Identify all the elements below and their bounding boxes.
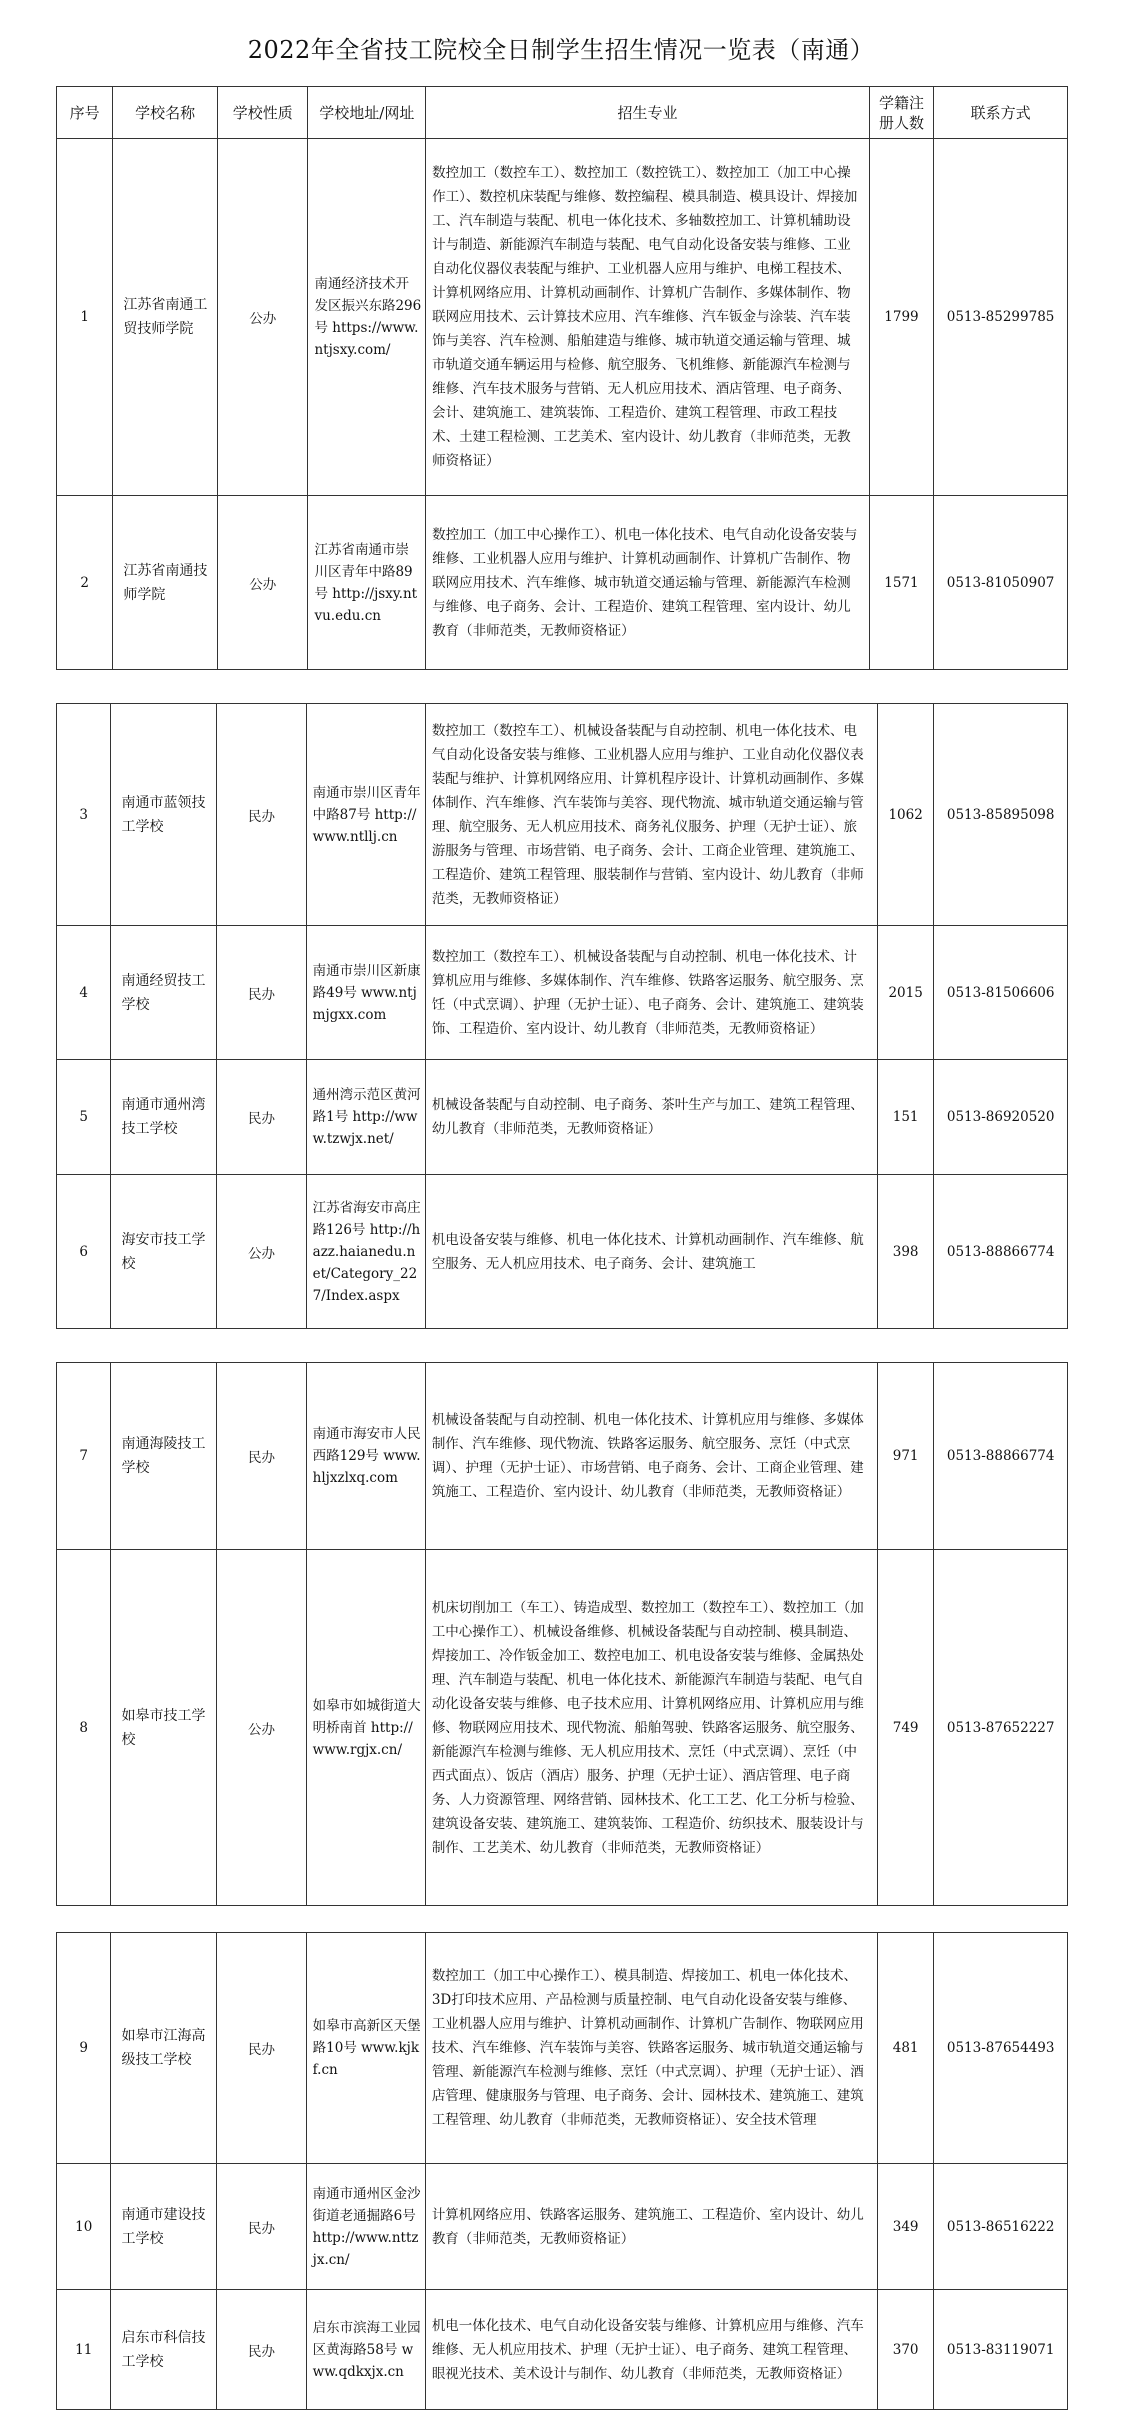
school-name: 南通经贸技工学校 <box>111 926 217 1060</box>
row-no: 10 <box>57 2164 111 2290</box>
contact-phone: 0513-86920520 <box>934 1060 1068 1175</box>
school-nature: 民办 <box>217 2164 306 2290</box>
header-address: 学校地址/网址 <box>308 87 426 139</box>
school-majors: 数控加工（加工中心操作工）、模具制造、焊接加工、机电一体化技术、3D打印技术应用、产品检测与质量控制、电气自动化设备安装与维修、工业机器人应用与维护、计算机动画制作、计算机广告制作、物联网应用技术、汽车维修、汽车装饰与美容、铁路客运服务、城市轨道交通运输与管理、新能源汽车检测与维修、烹饪（中式烹调）、护理（无护士证）、酒店管理、健康服务与管理、电子商务、会计、园林技术、建筑施工、建筑工程管理、幼儿教育（非师范类，无教师资格证）、安全技术管理 <box>425 1933 877 2164</box>
school-name: 江苏省南通工贸技师学院 <box>113 139 218 496</box>
contact-phone: 0513-81050907 <box>934 496 1068 670</box>
table-header-row <box>57 87 1068 139</box>
row-no: 6 <box>57 1175 111 1329</box>
admissions-table-part-2 <box>56 703 1068 1329</box>
contact-phone: 0513-86516222 <box>934 2164 1068 2290</box>
row-no: 4 <box>57 926 111 1060</box>
school-name: 如皋市技工学校 <box>111 1550 217 1906</box>
header-no: 序号 <box>57 87 113 139</box>
school-address: 通州湾示范区黄河路1号 http://www.tzwjx.net/ <box>306 1060 425 1175</box>
school-nature: 民办 <box>217 926 306 1060</box>
school-address: 江苏省南通市崇川区青年中路89号 http://jsxy.ntvu.edu.cn <box>308 496 426 670</box>
enrollment-count: 370 <box>877 2290 934 2410</box>
enrollment-count: 398 <box>877 1175 934 1329</box>
school-majors: 计算机网络应用、铁路客运服务、建筑施工、工程造价、室内设计、幼儿教育（非师范类，无教师资格证） <box>425 2164 877 2290</box>
contact-phone: 0513-81506606 <box>934 926 1068 1060</box>
school-majors: 机电设备安装与维修、机电一体化技术、计算机动画制作、汽车维修、航空服务、无人机应用技术、电子商务、会计、建筑施工 <box>425 1175 877 1329</box>
school-name: 江苏省南通技师学院 <box>113 496 218 670</box>
school-name: 南通市建设技工学校 <box>111 2164 217 2290</box>
school-address: 南通市崇川区青年中路87号 http://www.ntllj.cn <box>306 704 425 926</box>
school-address: 南通经济技术开发区振兴东路296号 https://www.ntjsxy.com/ <box>308 139 426 496</box>
page-title: 2022年全省技工院校全日制学生招生情况一览表（南通） <box>247 36 875 64</box>
enrollment-count: 481 <box>877 1933 934 2164</box>
row-no: 2 <box>57 496 113 670</box>
school-name: 启东市科信技工学校 <box>111 2290 217 2410</box>
school-address: 如皋市如城街道大明桥南首 http://www.rgjx.cn/ <box>306 1550 425 1906</box>
school-name: 南通市通州湾技工学校 <box>111 1060 217 1175</box>
table-row <box>57 2164 1068 2290</box>
table-row <box>57 1550 1068 1906</box>
row-no: 3 <box>57 704 111 926</box>
school-majors: 机械设备装配与自动控制、机电一体化技术、计算机应用与维修、多媒体制作、汽车维修、现代物流、铁路客运服务、航空服务、烹饪（中式烹调）、护理（无护士证）、市场营销、电子商务、会计、工商企业管理、建筑施工、工程造价、室内设计、幼儿教育（非师范类，无教师资格证） <box>425 1363 877 1550</box>
contact-phone: 0513-88866774 <box>934 1175 1068 1329</box>
enrollment-count: 1571 <box>869 496 933 670</box>
school-majors: 数控加工（数控车工）、机械设备装配与自动控制、机电一体化技术、计算机应用与维修、多媒体制作、汽车维修、铁路客运服务、航空服务、烹饪（中式烹调）、护理（无护士证）、电子商务、会计、建筑施工、建筑装饰、工程造价、室内设计、幼儿教育（非师范类，无教师资格证） <box>425 926 877 1060</box>
row-no: 11 <box>57 2290 111 2410</box>
school-nature: 公办 <box>217 1175 306 1329</box>
admissions-table-part-4 <box>56 1932 1068 2410</box>
school-address: 南通市崇川区新康路49号 www.ntjmjgxx.com <box>306 926 425 1060</box>
contact-phone: 0513-87654493 <box>934 1933 1068 2164</box>
contact-phone: 0513-87652227 <box>934 1550 1068 1906</box>
table-row <box>57 704 1068 926</box>
row-no: 5 <box>57 1060 111 1175</box>
header-contact: 联系方式 <box>934 87 1068 139</box>
admissions-table-part-3 <box>56 1362 1068 1906</box>
school-majors: 机床切削加工（车工）、铸造成型、数控加工（数控车工）、数控加工（加工中心操作工）、机械设备维修、机械设备装配与自动控制、模具制造、焊接加工、冷作钣金加工、数控电加工、机电设备安装与维修、金属热处理、汽车制造与装配、机电一体化技术、新能源汽车制造与装配、电气自动化设备安装与维修、电子技术应用、计算机网络应用、计算机应用与维修、物联网应用技术、现代物流、船舶驾驶、铁路客运服务、航空服务、新能源汽车检测与维修、无人机应用技术、烹饪（中式烹调）、烹饪（中西式面点）、饭店（酒店）服务、护理（无护士证）、酒店管理、电子商务、人力资源管理、网络营销、园林技术、化工工艺、化工分析与检验、建筑设备安装、建筑施工、建筑装饰、工程造价、纺织技术、服装设计与制作、工艺美术、幼儿教育（非师范类，无教师资格证） <box>425 1550 877 1906</box>
table-row <box>57 1933 1068 2164</box>
header-nature: 学校性质 <box>217 87 308 139</box>
school-nature: 民办 <box>217 704 306 926</box>
school-majors: 数控加工（加工中心操作工）、机电一体化技术、电气自动化设备安装与维修、工业机器人应用与维护、计算机动画制作、计算机广告制作、物联网应用技术、汽车维修、城市轨道交通运输与管理、新能源汽车检测与维修、电子商务、会计、工程造价、建筑工程管理、室内设计、幼儿教育（非师范类，无教师资格证） <box>426 496 870 670</box>
row-no: 8 <box>57 1550 111 1906</box>
enrollment-count: 349 <box>877 2164 934 2290</box>
school-address: 江苏省海安市高庄路126号 http://hazz.haianedu.net/Category_227/Index.aspx <box>306 1175 425 1329</box>
school-nature: 公办 <box>217 139 308 496</box>
school-address: 南通市通州区金沙街道老通掘路6号 http://www.nttzjx.cn/ <box>306 2164 425 2290</box>
header-count: 学籍注册人数 <box>869 87 933 139</box>
enrollment-count: 749 <box>877 1550 934 1906</box>
row-no: 7 <box>57 1363 111 1550</box>
school-majors: 数控加工（数控车工）、数控加工（数控铣工）、数控加工（加工中心操作工）、数控机床装配与维修、数控编程、模具制造、模具设计、焊接加工、汽车制造与装配、机电一体化技术、多轴数控加工、计算机辅助设计与制造、新能源汽车制造与装配、电气自动化设备安装与维修、工业自动化仪器仪表装配与维护、工业机器人应用与维护、电梯工程技术、计算机网络应用、计算机动画制作、计算机广告制作、多媒体制作、物联网应用技术、云计算技术应用、汽车维修、汽车钣金与涂装、汽车装饰与美容、汽车检测、船舶建造与维修、城市轨道交通运输与管理、城市轨道交通车辆运用与检修、航空服务、飞机维修、新能源汽车检测与维修、汽车技术服务与营销、无人机应用技术、酒店管理、电子商务、会计、建筑施工、建筑装饰、工程造价、建筑工程管理、市政工程技术、土建工程检测、工艺美术、室内设计、幼儿教育（非师范类，无教师资格证） <box>426 139 870 496</box>
contact-phone: 0513-88866774 <box>934 1363 1068 1550</box>
header-name: 学校名称 <box>113 87 218 139</box>
school-majors: 机电一体化技术、电气自动化设备安装与维修、计算机应用与维修、汽车维修、无人机应用技术、护理（无护士证）、电子商务、建筑工程管理、眼视光技术、美术设计与制作、幼儿教育（非师范类，无教师资格证） <box>425 2290 877 2410</box>
enrollment-count: 971 <box>877 1363 934 1550</box>
school-majors: 数控加工（数控车工）、机械设备装配与自动控制、机电一体化技术、电气自动化设备安装与维修、工业机器人应用与维护、工业自动化仪器仪表装配与维护、计算机网络应用、计算机程序设计、计算机动画制作、多媒体制作、汽车维修、汽车装饰与美容、现代物流、城市轨道交通运输与管理、航空服务、无人机应用技术、商务礼仪服务、护理（无护士证）、旅游服务与管理、市场营销、电子商务、会计、工商企业管理、建筑施工、工程造价、建筑工程管理、服装制作与营销、室内设计、幼儿教育（非师范类，无教师资格证） <box>425 704 877 926</box>
school-nature: 民办 <box>217 1363 306 1550</box>
enrollment-count: 151 <box>877 1060 934 1175</box>
table-row <box>57 496 1068 670</box>
table-row <box>57 1363 1068 1550</box>
enrollment-count: 2015 <box>877 926 934 1060</box>
school-address: 如皋市高新区天堡路10号 www.kjkf.cn <box>306 1933 425 2164</box>
enrollment-count: 1799 <box>869 139 933 496</box>
enrollment-count: 1062 <box>877 704 934 926</box>
school-nature: 民办 <box>217 2290 306 2410</box>
school-majors: 机械设备装配与自动控制、电子商务、茶叶生产与加工、建筑工程管理、幼儿教育（非师范类，无教师资格证） <box>425 1060 877 1175</box>
school-address: 启东市滨海工业园区黄海路58号 www.qdkxjx.cn <box>306 2290 425 2410</box>
contact-phone: 0513-83119071 <box>934 2290 1068 2410</box>
table-row <box>57 1175 1068 1329</box>
school-nature: 民办 <box>217 1933 306 2164</box>
table-row <box>57 2290 1068 2410</box>
school-name: 如皋市江海高级技工学校 <box>111 1933 217 2164</box>
school-nature: 公办 <box>217 496 308 670</box>
row-no: 1 <box>57 139 113 496</box>
school-nature: 民办 <box>217 1060 306 1175</box>
header-majors: 招生专业 <box>426 87 870 139</box>
school-name: 海安市技工学校 <box>111 1175 217 1329</box>
contact-phone: 0513-85299785 <box>934 139 1068 496</box>
school-address: 南通市海安市人民西路129号 www.hljxzlxq.com <box>306 1363 425 1550</box>
table-row <box>57 926 1068 1060</box>
table-row <box>57 139 1068 496</box>
admissions-table-part-1 <box>56 86 1068 670</box>
contact-phone: 0513-85895098 <box>934 704 1068 926</box>
school-name: 南通市蓝领技工学校 <box>111 704 217 926</box>
row-no: 9 <box>57 1933 111 2164</box>
school-name: 南通海陵技工学校 <box>111 1363 217 1550</box>
table-row <box>57 1060 1068 1175</box>
school-nature: 公办 <box>217 1550 306 1906</box>
